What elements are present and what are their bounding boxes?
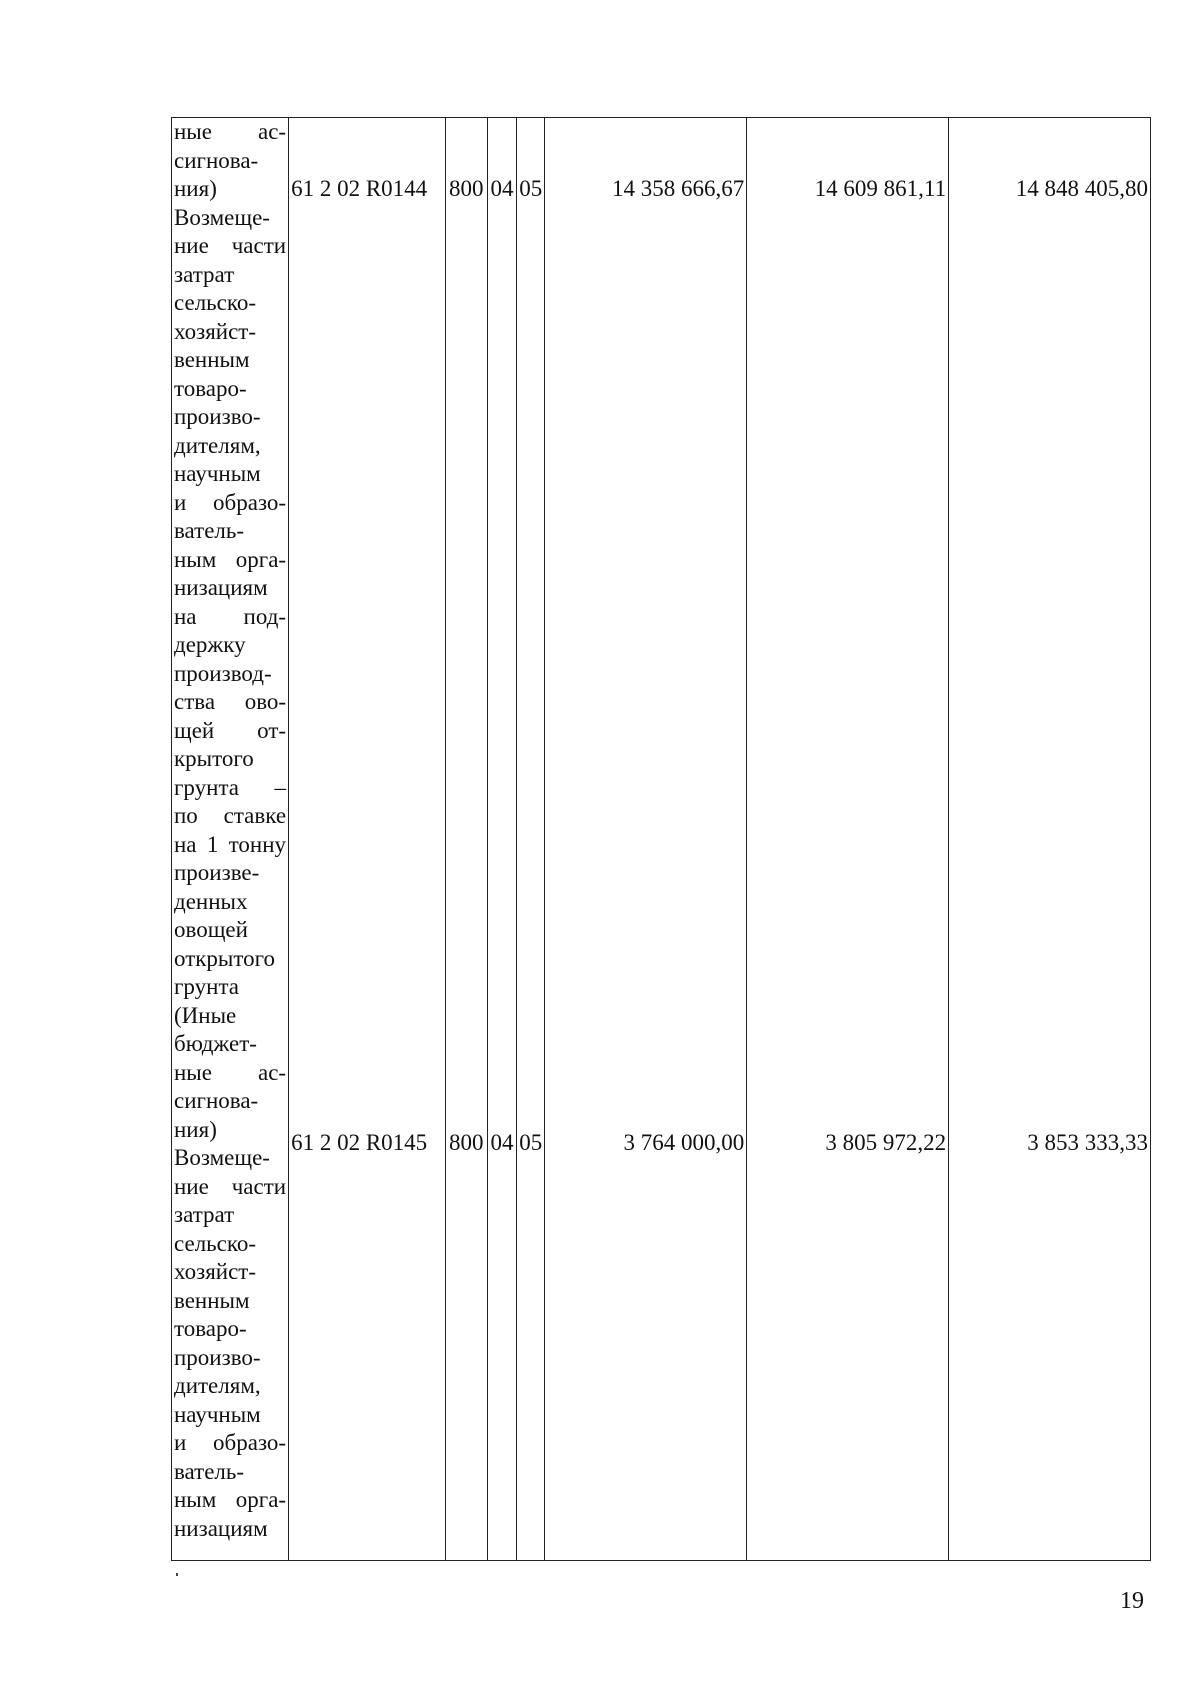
item-name-line: и образо- xyxy=(174,1430,287,1455)
item-name-line: на 1 тонну xyxy=(174,831,287,857)
item-name-line: ния) xyxy=(174,1116,217,1142)
amount-year-3-cell xyxy=(949,118,1151,1561)
item-name-line: научным xyxy=(174,461,261,486)
item-name-line: сельско- xyxy=(174,1230,257,1256)
item-name-line: произве- xyxy=(174,860,260,885)
item-name-line: венным xyxy=(174,347,250,372)
item-name-line: хозяйст- xyxy=(174,318,257,344)
section-code: 04 xyxy=(490,1130,514,1155)
amount-year-3: 3 853 333,33 xyxy=(1027,1130,1148,1155)
item-name-line: ния) xyxy=(174,176,217,201)
item-name-line: ние части xyxy=(174,1173,287,1199)
item-name-text xyxy=(174,118,288,1543)
target-article-code: 61 2 02 R0145 xyxy=(291,1130,428,1155)
subsection-cell xyxy=(517,118,545,1561)
item-name-line: Возмеще- xyxy=(174,204,270,230)
item-name-line: ным орга- xyxy=(174,546,287,572)
item-name-line: открытого xyxy=(174,945,275,971)
item-name-line: производ- xyxy=(174,660,272,686)
section-code: 04 xyxy=(490,176,514,201)
item-name-line: (Иные xyxy=(174,1002,237,1028)
item-name-line: товаро- xyxy=(174,1316,247,1341)
item-name-line: затрат xyxy=(174,1202,235,1227)
item-name-line: дителям, xyxy=(174,432,261,458)
item-name-line: сигнова- xyxy=(174,1088,259,1113)
item-name-line: ства ово- xyxy=(174,689,287,714)
amount-year-1: 14 358 666,67 xyxy=(611,176,745,201)
subsection-code: 05 xyxy=(519,1130,543,1155)
item-name-line: произво- xyxy=(174,1344,261,1370)
item-name-line: денных xyxy=(174,888,248,914)
subsection-code: 05 xyxy=(519,176,543,201)
item-name-line: ным орга- xyxy=(174,1487,287,1512)
item-name-line: дителям, xyxy=(174,1373,261,1398)
item-name-line: товаро- xyxy=(174,375,247,401)
item-name-line: затрат xyxy=(174,261,235,287)
amount-year-2: 3 805 972,22 xyxy=(825,1130,947,1155)
amount-year-2-cell xyxy=(747,118,949,1561)
expense-type-code: 800 xyxy=(448,1130,484,1155)
target-article-code: 61 2 02 R0144 xyxy=(291,176,428,201)
amount-year-1-cell xyxy=(545,118,747,1561)
item-name-line: держку xyxy=(174,632,246,657)
amount-year-1: 3 764 000,00 xyxy=(623,1130,745,1155)
item-name-line: ные ас- xyxy=(174,119,287,144)
expense-type-code: 800 xyxy=(448,176,484,201)
item-name-line: ные ас- xyxy=(174,1059,287,1085)
item-name-line: низациям xyxy=(174,575,268,600)
table-row xyxy=(172,118,1151,1561)
item-name-line: щей от- xyxy=(174,717,287,743)
item-name-line: низациям xyxy=(174,1515,268,1541)
item-name-line: ватель- xyxy=(174,518,245,543)
item-name-line: сигнова- xyxy=(174,147,259,173)
item-name-line: на под- xyxy=(174,603,287,629)
item-name-line: овощей xyxy=(174,917,248,942)
target-article-cell xyxy=(289,118,445,1561)
budget-table xyxy=(171,117,1151,1561)
amount-year-3: 14 848 405,80 xyxy=(1015,176,1148,201)
page-number: 19 xyxy=(1120,1588,1144,1614)
section-cell xyxy=(487,118,516,1561)
item-name-line: хозяйст- xyxy=(174,1259,257,1284)
item-name-line: крытого xyxy=(174,746,254,771)
amount-year-2: 14 609 861,11 xyxy=(814,176,947,201)
item-name-line: произво- xyxy=(174,404,261,429)
item-name-line: Возмеще- xyxy=(174,1145,270,1170)
item-name-cell xyxy=(172,118,289,1561)
item-name-line: грунта – xyxy=(174,774,287,800)
item-name-line: научным xyxy=(174,1401,261,1427)
item-name-line: по ставке xyxy=(174,803,287,828)
expense-type-cell xyxy=(445,118,487,1561)
item-name-line: сельско- xyxy=(174,290,257,315)
item-name-line: грунта xyxy=(174,974,239,999)
item-name-line: ватель- xyxy=(174,1458,245,1484)
item-name-line: и образо- xyxy=(174,489,287,515)
scan-speck xyxy=(176,1573,178,1576)
item-name-line: бюджет- xyxy=(174,1031,257,1056)
item-name-line: венным xyxy=(174,1287,250,1313)
item-name-line: ние части xyxy=(174,233,287,258)
